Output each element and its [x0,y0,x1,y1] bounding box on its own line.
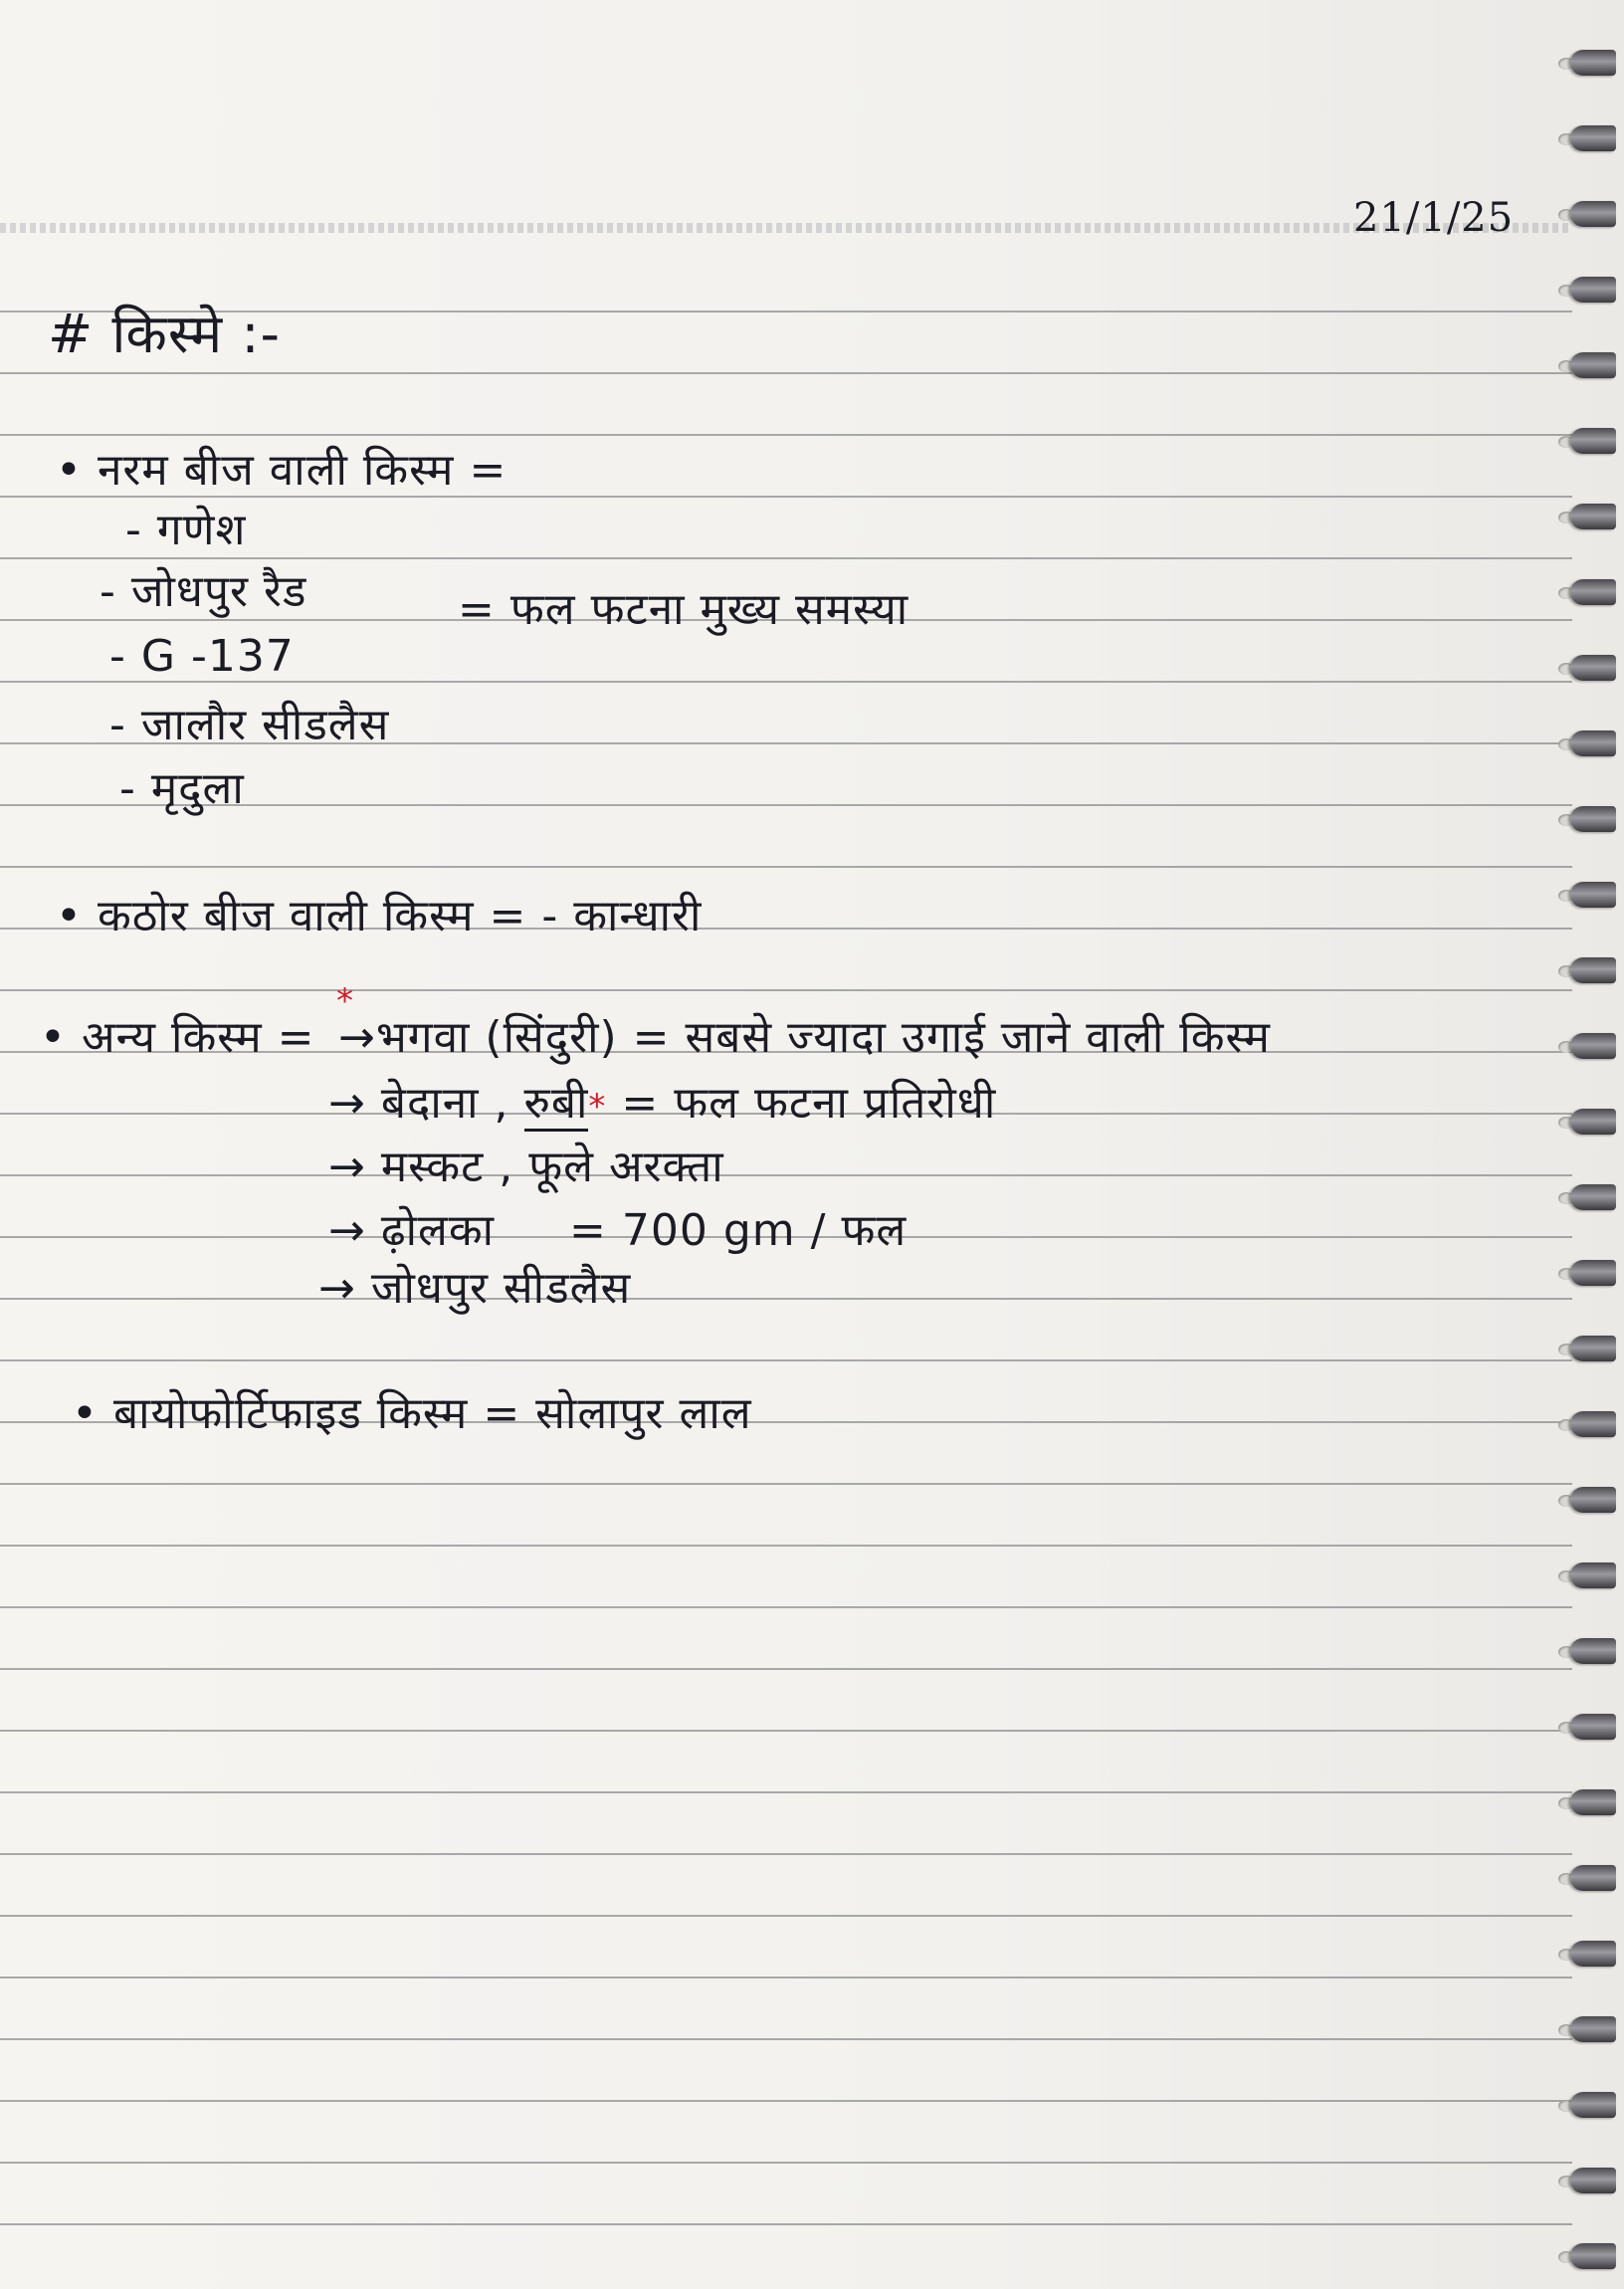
list-item: - मृदुला [119,763,245,814]
spiral-ring [1570,957,1616,983]
ruled-line [0,2162,1572,2164]
spiral-ring [1570,1411,1616,1437]
spiral-ring [1570,1562,1616,1588]
list-item: - जालौर सीडलैस [109,700,390,750]
ruled-line [0,1298,1572,1300]
list-item [328,1198,907,1258]
spiral-ring [1570,277,1616,303]
spiral-ring [1570,1109,1616,1135]
spiral-ring [1570,1714,1616,1740]
spiral-ring [1570,1865,1616,1891]
item-prefix: → ढ़ोलका [328,1205,496,1256]
spiral-ring [1570,579,1616,605]
spiral-ring [1570,655,1616,681]
spiral-ring [1570,2243,1616,2269]
ruled-line [0,2223,1572,2225]
list-item: → जोधपुर सीडलैस [318,1263,632,1314]
spiral-ring [1570,806,1616,832]
cracking-note: = फल फटना मुख्य समस्या [458,584,910,635]
spiral-ring [1570,1184,1616,1210]
ruled-line [0,1730,1572,1732]
ruled-line [0,1915,1572,1917]
spiral-ring [1570,2092,1616,2118]
list-item [328,1071,996,1131]
ruled-line [0,1977,1572,1978]
section-heading: # किस्मे :- [48,303,282,365]
star-mark: * [588,1087,607,1127]
ruled-line [0,434,1572,436]
hard-seed-line: • कठोर बीज वाली किस्म = - कान्धारी [56,891,703,941]
ruled-line [0,1791,1572,1793]
ruled-line [0,1483,1572,1485]
ruled-line [0,1545,1572,1547]
ruled-line [0,372,1572,374]
spiral-ring [1570,125,1616,151]
biofortified-line: • बायोफोर्टिफाइड किस्म = सोलापुर लाल [72,1388,752,1439]
spiral-ring [1570,428,1616,454]
spiral-ring [1570,882,1616,908]
ruled-line [0,1668,1572,1670]
ruled-line [0,2100,1572,2102]
list-item: - गणेश [125,505,247,555]
spiral-ring [1570,1336,1616,1361]
spiral-ring [1570,1638,1616,1664]
spiral-ring [1570,1260,1616,1286]
ruled-line [0,866,1572,868]
spiral-ring [1570,50,1616,76]
spiral-ring [1570,2016,1616,2042]
spiral-ring [1570,730,1616,756]
star-mark: * [336,981,354,1021]
spiral-ring [1570,2168,1616,2193]
header-dotted-band [0,223,1572,233]
page-date: 21/1/25 [1353,195,1515,241]
ruled-line [0,1606,1572,1608]
list-item: - G -137 [109,631,295,682]
item-prefix: → बेदाना , [328,1078,509,1129]
list-item: → मस्कट , फूले अरक्ता [328,1142,724,1192]
item-suffix: = फल फटना प्रतिरोधी [621,1078,997,1129]
spiral-ring [1570,1789,1616,1815]
bhagwa-line: →भगवा (सिंदुरी) = सबसे ज्यादा उगाई जाने वाली किस्म [338,1012,1271,1063]
other-varieties-label: • अन्य किस्म = [40,1012,315,1063]
ruled-line [0,1174,1572,1176]
ruled-line [0,1853,1572,1855]
soft-seed-title: • नरम बीज वाली किस्म = [56,445,508,496]
item-suffix: = 700 gm / फल [569,1205,908,1256]
spiral-ring [1570,352,1616,378]
ruby-underlined: रुबी [524,1078,589,1132]
spiral-ring [1570,504,1616,529]
list-item: - जोधपुर रैड [100,566,307,617]
spiral-ring [1570,201,1616,227]
spiral-ring [1570,1487,1616,1513]
ruled-line [0,2038,1572,2040]
spiral-ring [1570,1033,1616,1059]
spiral-ring [1570,1941,1616,1967]
ruled-line [0,989,1572,991]
ruled-line [0,1359,1572,1361]
